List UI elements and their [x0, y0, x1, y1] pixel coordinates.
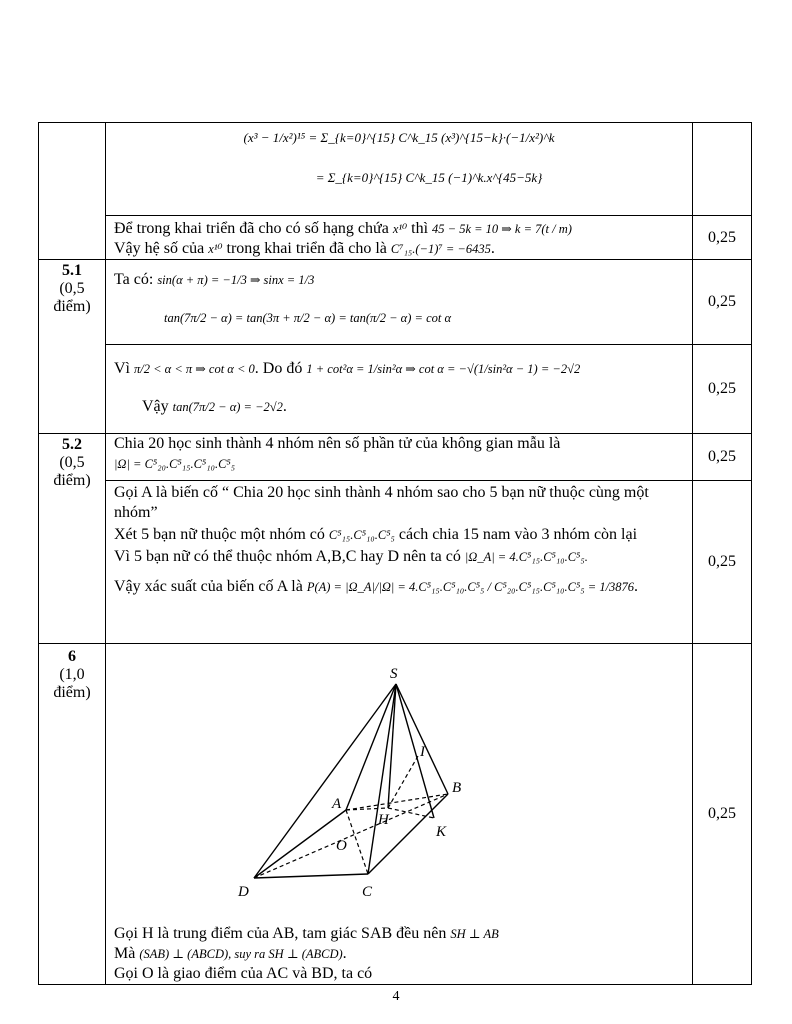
table-row [39, 644, 752, 985]
cot-equation: 1 + cot²α = 1/sin²α ⇒ cot α = −√(1/sin²α − 1) = −2√2 [306, 362, 581, 376]
sin-equation: sin(α + π) = −1/3 ⇒ sinx = 1/3 [157, 273, 315, 287]
score-cell [693, 260, 752, 345]
pyramid-figure [156, 658, 476, 908]
period: . [634, 578, 639, 595]
female-group-text: Xét 5 bạn nữ thuộc một nhóm có [114, 526, 325, 543]
period: . [490, 240, 495, 257]
period: . [282, 398, 287, 415]
probability-cell [106, 481, 693, 644]
intersection-line [106, 964, 692, 984]
section-points: (0,5 điểm) [53, 454, 91, 489]
midpoint-line [106, 924, 692, 944]
omega-a-size: |Ω_A| = 4.C⁵₁₅.C⁵₁₀.C⁵₅. [464, 550, 588, 564]
score-value: 0,25 [708, 228, 736, 246]
ma-text: Mà [114, 945, 136, 962]
section-points: (0,5 điểm) [53, 280, 91, 315]
score-value: 0,25 [708, 448, 736, 465]
perpendicular-line [106, 944, 692, 964]
page-number: 4 [392, 989, 400, 1004]
score-cell-empty [693, 123, 752, 216]
edge-dc [254, 874, 368, 878]
section-cell-5-2 [39, 434, 106, 644]
sample-space-line [106, 434, 692, 454]
table-row [39, 216, 752, 260]
probability-value: P(A) = |Ω_A|/|Ω| = 4.C⁵₁₅.C⁵₁₀.C⁵₅ / C⁵₂₀.C⁵₁₅.C⁵₁₀.C⁵₅ = 1/3876 [306, 580, 635, 594]
sample-space-cell [106, 434, 693, 481]
plane-perpendicular: (SAB) ⊥ (ABCD), suy ra SH ⊥ (ABCD) [139, 947, 343, 961]
trig-cell-1 [106, 260, 693, 345]
solution-table [38, 122, 752, 985]
expansion-formula-cell [106, 123, 693, 216]
section-cell-6 [39, 644, 106, 985]
table-row [39, 481, 752, 644]
diagonal-bd [254, 794, 448, 878]
x10-term: x¹⁰ [392, 222, 408, 236]
score-cell [693, 434, 752, 481]
score-cell [693, 644, 752, 985]
period: . [342, 945, 347, 962]
sin-line [106, 270, 692, 290]
coefficient-line [106, 239, 692, 259]
cot-line [106, 359, 692, 379]
score-cell [693, 216, 752, 260]
conclusion-line [106, 397, 692, 417]
diagonal-ac [346, 810, 368, 874]
table-row [39, 123, 752, 216]
then-text: thì [411, 220, 429, 237]
table-row [39, 345, 752, 434]
expansion-formula [106, 123, 692, 189]
coefficient-cell [106, 216, 693, 260]
section-cell-5-1 [39, 260, 106, 434]
probability-line [106, 577, 692, 597]
sample-space-text: Chia 20 học sinh thành 4 nhóm nên số phần tử của không gian mẫu là [114, 435, 561, 452]
label-c: C [362, 884, 373, 900]
ta-co-text: Ta có: [114, 271, 154, 288]
coefficient-value: C⁷₁₅.(−1)⁷ = −6435 [390, 242, 491, 256]
label-b: B [452, 780, 462, 796]
section-number: 5.1 [62, 262, 82, 279]
score-value: 0,25 [708, 805, 736, 822]
score-value: 0,25 [708, 380, 736, 397]
sh-perp-ab: SH ⊥ AB [450, 927, 499, 941]
event-a-text: Gọi A là biến cố “ Chia 20 học sinh thành 4 nhóm sao cho 5 bạn nữ thuộc cùng một nhóm” [114, 484, 649, 521]
alpha-range: π/2 < α < π ⇒ cot α < 0 [134, 362, 255, 376]
section-points: (1,0 điểm) [53, 666, 91, 701]
geometry-cell [106, 644, 693, 985]
label-h: H [378, 812, 389, 828]
edge-sc [368, 684, 396, 874]
edge-ab-hidden [346, 794, 448, 810]
event-a-definition [106, 483, 692, 523]
label-i: I [420, 744, 425, 760]
k-equation: 45 − 5k = 10 ⇒ k = 7(t / m) [432, 222, 572, 236]
formula-line-1: (x³ − 1/x²)¹⁵ = Σ_{k=0}^{15} C^k_15 (x³)^{15−k}·(−1/x²)^k [243, 130, 555, 145]
score-cell [693, 481, 752, 644]
label-a: A [332, 796, 342, 812]
score-value: 0,25 [708, 293, 736, 310]
male-division-text: cách chia 15 nam vào 3 nhóm còn lại [398, 526, 638, 543]
label-o: O [336, 838, 347, 854]
coefficient-text-2: trong khai triển đã cho là [226, 240, 387, 257]
female-group-line [106, 525, 692, 545]
condition-line [106, 219, 692, 239]
label-k: K [436, 824, 447, 840]
table-row [39, 434, 752, 481]
vi-text: Vì [114, 360, 130, 377]
score-value: 0,25 [708, 553, 736, 570]
tan-line [106, 308, 692, 328]
vay-text: Vậy [142, 398, 169, 415]
score-cell [693, 345, 752, 434]
omega-a-text: Vì 5 bạn nữ có thể thuộc nhóm A,B,C hay D nên ta có [114, 548, 461, 565]
x10-term-2: x¹⁰ [208, 242, 223, 256]
section-number: 5.2 [62, 436, 82, 453]
tan-equation: tan(7π/2 − α) = tan(3π + π/2 − α) = tan(π/2 − α) = cot α [164, 311, 452, 325]
segment-ah [346, 808, 388, 810]
omega-a-line [106, 547, 692, 567]
sample-space-size: |Ω| = C⁵₂₀.C⁵₁₅.C⁵₁₀.C⁵₅ [114, 457, 236, 471]
do-do-text: . Do đó [254, 360, 303, 377]
segment-hi [388, 756, 418, 808]
label-s: S [390, 666, 398, 682]
edge-sd [254, 684, 396, 878]
combination-product: C⁵₁₅.C⁵₁₀.C⁵₅ [328, 528, 395, 542]
probability-text: Vậy xác suất của biến cố A là [114, 578, 303, 595]
sample-space-math-line [106, 454, 692, 474]
tan-result: tan(7π/2 − α) = −2√2 [172, 400, 283, 414]
coefficient-text: Vậy hệ số của [114, 240, 205, 257]
label-d: D [238, 884, 249, 900]
formula-line-2: = Σ_{k=0}^{15} C^k_15 (−1)^k.x^{45−5k} [315, 170, 543, 185]
section-cell-empty [39, 123, 106, 260]
intersection-text: Gọi O là giao điểm của AC và BD, ta có [114, 965, 373, 982]
table-row [39, 260, 752, 345]
midpoint-text: Gọi H là trung điểm của AB, tam giác SAB đều nên [114, 925, 447, 942]
section-number: 6 [68, 648, 76, 665]
trig-cell-2 [106, 345, 693, 434]
condition-text: Để trong khai triển đã cho có số hạng chứa [114, 220, 389, 237]
